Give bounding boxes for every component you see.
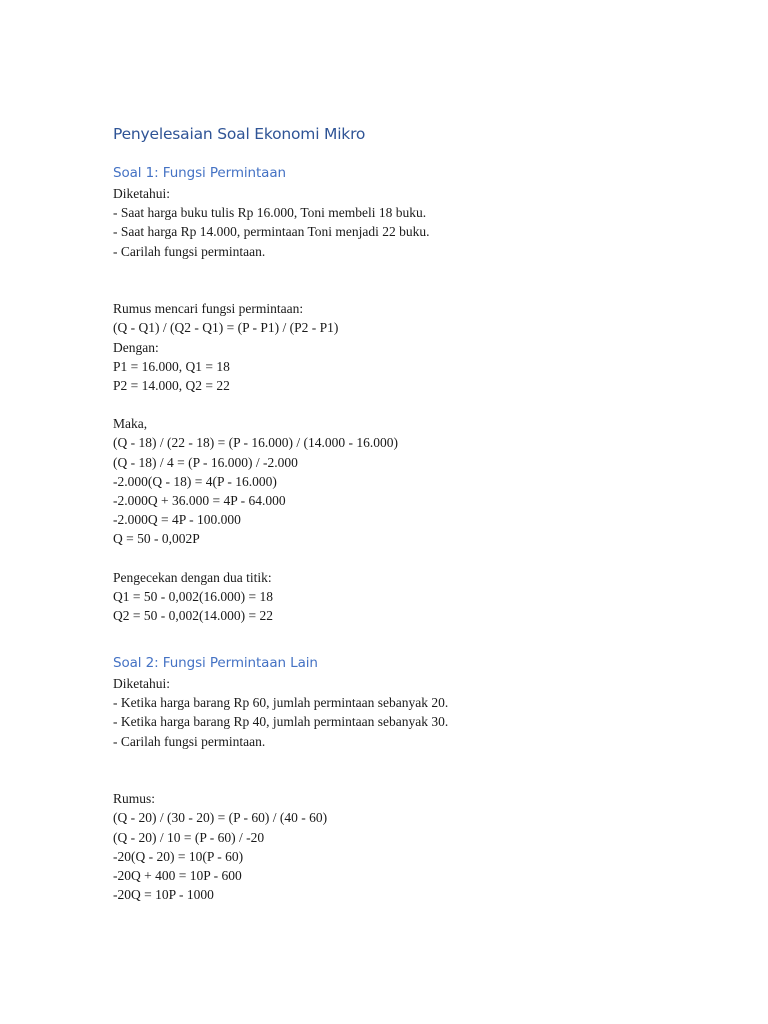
text-line: -2.000(Q - 18) = 4(P - 16.000) [113, 473, 277, 489]
text-line: Rumus mencari fungsi permintaan: [113, 301, 304, 317]
text-line: (Q - 20) / (30 - 20) = (P - 60) / (40 - 60) [113, 810, 328, 826]
text-line: Q2 = 50 - 0,002(14.000) = 22 [113, 608, 273, 624]
section-body [113, 184, 713, 625]
section-heading: Soal 2: Fungsi Permintaan Lain [113, 655, 318, 671]
blank-line [113, 395, 713, 414]
text-line: (Q - Q1) / (Q2 - Q1) = (P - P1) / (P2 - P1) [113, 320, 339, 336]
section-heading: Soal 1: Fungsi Permintaan [113, 165, 286, 181]
section-soal-1 [113, 162, 713, 625]
text-line: -20Q = 10P - 1000 [113, 887, 214, 903]
blank-line [113, 770, 713, 789]
text-line: Dengan: [113, 339, 159, 355]
text-line: Maka, [113, 416, 148, 432]
text-line: - Carilah fungsi permintaan. [113, 243, 266, 259]
text-line: P1 = 16.000, Q1 = 18 [113, 358, 230, 374]
blank-line [113, 549, 713, 568]
text-line: Q1 = 50 - 0,002(16.000) = 18 [113, 588, 273, 604]
blank-line [113, 280, 713, 299]
text-line: Pengecekan dengan dua titik: [113, 569, 272, 585]
text-line: - Saat harga buku tulis Rp 16.000, Toni membeli 18 buku. [113, 205, 427, 221]
text-line: (Q - 18) / (22 - 18) = (P - 16.000) / (14.000 - 16.000) [113, 435, 398, 451]
text-line: Diketahui: [113, 186, 170, 201]
blank-line [113, 261, 713, 280]
text-line: - Carilah fungsi permintaan. [113, 733, 266, 749]
text-line: - Saat harga Rp 14.000, permintaan Toni menjadi 22 buku. [113, 224, 430, 240]
text-line: Diketahui: [113, 676, 170, 691]
section-soal-2 [113, 652, 713, 904]
blank-line [113, 751, 713, 770]
text-line: -2.000Q = 4P - 100.000 [113, 512, 241, 528]
text-line: Rumus: [113, 791, 156, 807]
text-line: P2 = 14.000, Q2 = 22 [113, 377, 230, 393]
text-line: - Ketika harga barang Rp 60, jumlah permintaan sebanyak 20. [113, 695, 449, 711]
text-line: (Q - 18) / 4 = (P - 16.000) / -2.000 [113, 454, 298, 470]
text-line: - Ketika harga barang Rp 40, jumlah permintaan sebanyak 30. [113, 714, 449, 730]
text-line: Q = 50 - 0,002P [113, 531, 200, 547]
section-body [113, 674, 713, 904]
text-line: -20Q + 400 = 10P - 600 [113, 867, 242, 883]
text-line: (Q - 20) / 10 = (P - 60) / -20 [113, 829, 265, 845]
document-title: Penyelesaian Soal Ekonomi Mikro [113, 125, 366, 143]
text-line: -2.000Q + 36.000 = 4P - 64.000 [113, 493, 286, 508]
text-line: -20(Q - 20) = 10(P - 60) [113, 848, 244, 864]
